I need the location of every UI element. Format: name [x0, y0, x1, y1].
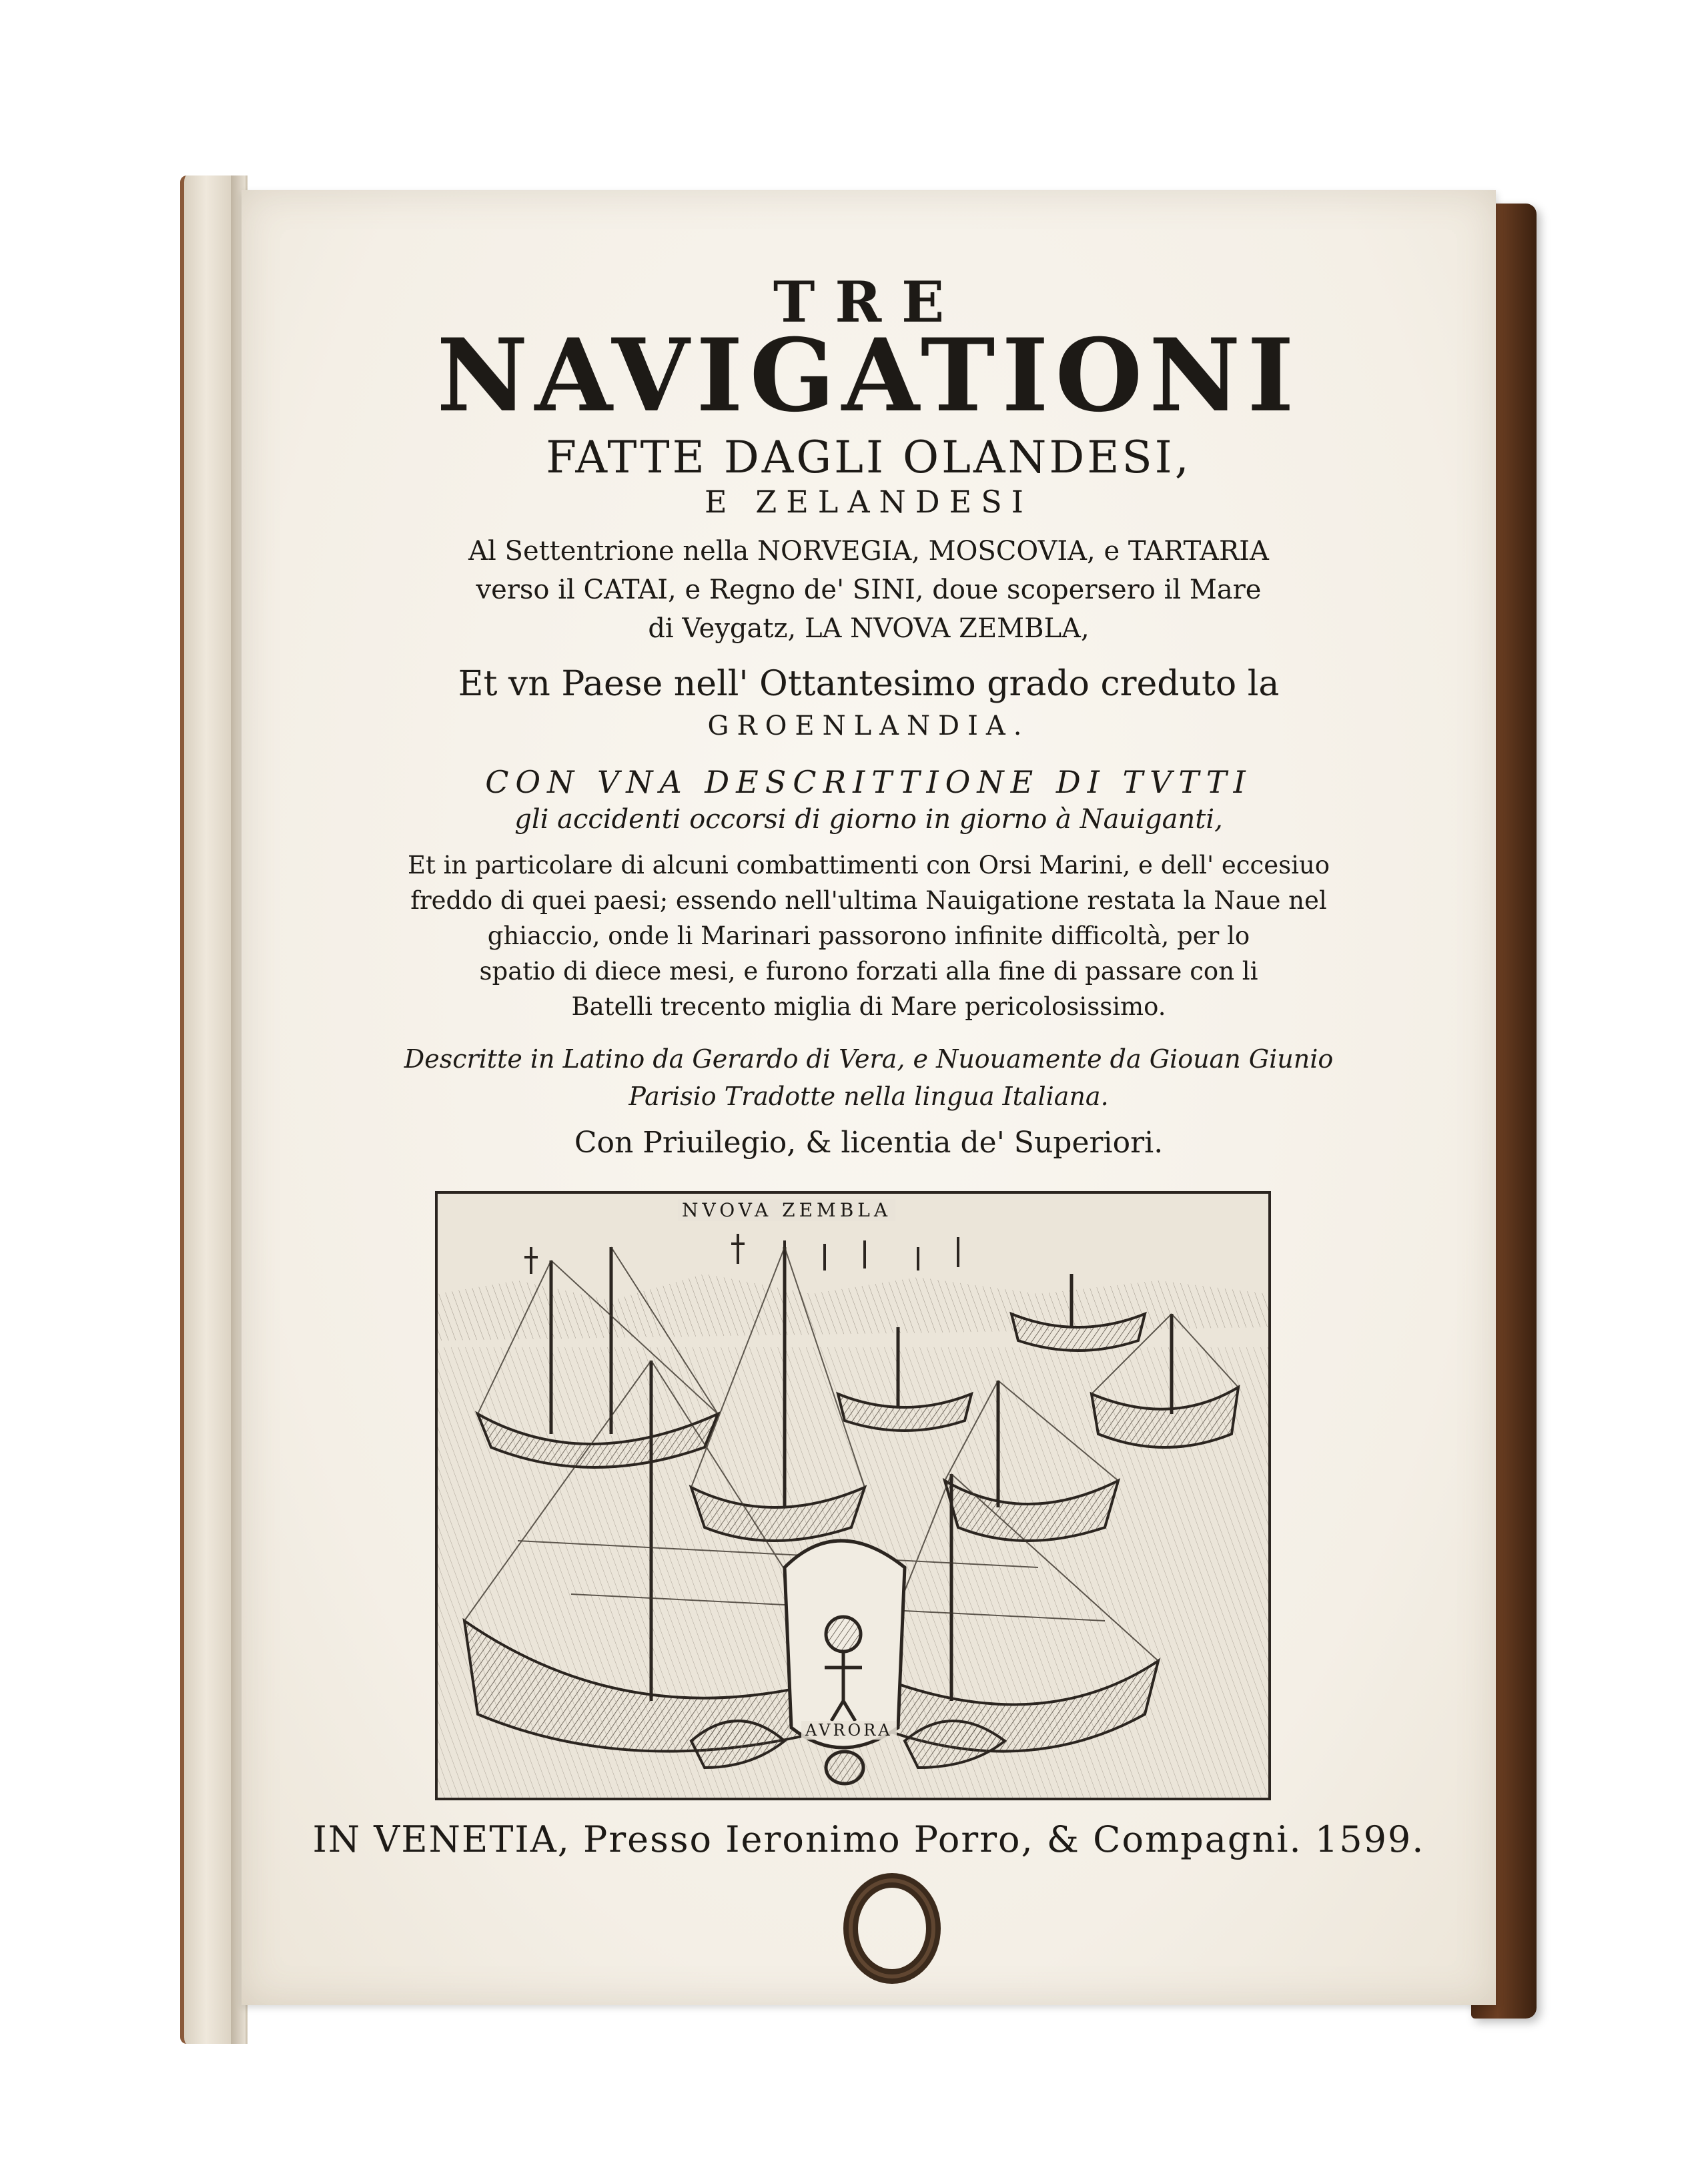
subtitle-line-3: di Veygatz, LA NVOVA ZEMBLA,	[648, 613, 1090, 644]
title-fatte: FATTE DAGLI OLANDESI,	[546, 432, 1192, 483]
engraving-label-nuova-zembla: NVOVA ZEMBLA	[678, 1199, 895, 1221]
book	[180, 170, 1548, 2039]
translator-line-1: Descritte in Latino da Gerardo di Vera, e Nuouamente da Giouan Giunio	[404, 1044, 1334, 1074]
translator-line-2: Parisio Tradotte nella lingua Italiana.	[628, 1082, 1109, 1111]
body-line: Et in particolare di alcuni combattimenti con Orsi Marini, e dell' eccesiuo	[407, 851, 1330, 879]
title-page	[242, 190, 1496, 2005]
title-tre: TRE	[773, 269, 965, 335]
subtitle-gli: gli accidenti occorsi di giorno in giorno à Nauiganti,	[514, 804, 1223, 835]
book-spine	[180, 175, 248, 2044]
title-zelandesi: E ZELANDESI	[705, 484, 1033, 520]
body-line: Batelli trecento miglia di Mare pericolosissimo.	[571, 992, 1166, 1021]
engraving-illustration	[438, 1194, 1268, 1798]
subtitle-line-2: verso il CATAI, e Regno de' SINI, doue scopersero il Mare	[476, 575, 1262, 605]
body-line: freddo di quei paesi; essendo nell'ultima Nauigatione restata la Naue nel	[410, 886, 1327, 915]
body-line: spatio di diece mesi, e furono forzati alla fine di passare con li	[479, 957, 1258, 986]
subtitle-et: Et vn Paese nell' Ottantesimo grado creduto la	[458, 664, 1280, 704]
imprint-line: IN VENETIA, Presso Ieronimo Porro, & Compagni. 1599.	[312, 1818, 1425, 1860]
subtitle-groenlandia: GROENLANDIA.	[707, 711, 1030, 741]
privilege-line: Con Priuilegio, & licentia de' Superiori.	[574, 1126, 1164, 1160]
title-navigationi: NAVIGATIONI	[436, 317, 1301, 434]
engraving-label-aurora: AVRORA	[801, 1721, 897, 1740]
subtitle-line-1: Al Settentrione nella NORVEGIA, MOSCOVIA, e TARTARIA	[468, 536, 1269, 567]
body-line: ghiaccio, onde li Marinari passorono infinite difficoltà, per lo	[487, 922, 1250, 950]
subtitle-con-una: CON VNA DESCRITTIONE DI TVTTI	[485, 764, 1252, 800]
library-stamp-icon	[842, 1872, 942, 1985]
ships-engraving	[435, 1191, 1271, 1800]
